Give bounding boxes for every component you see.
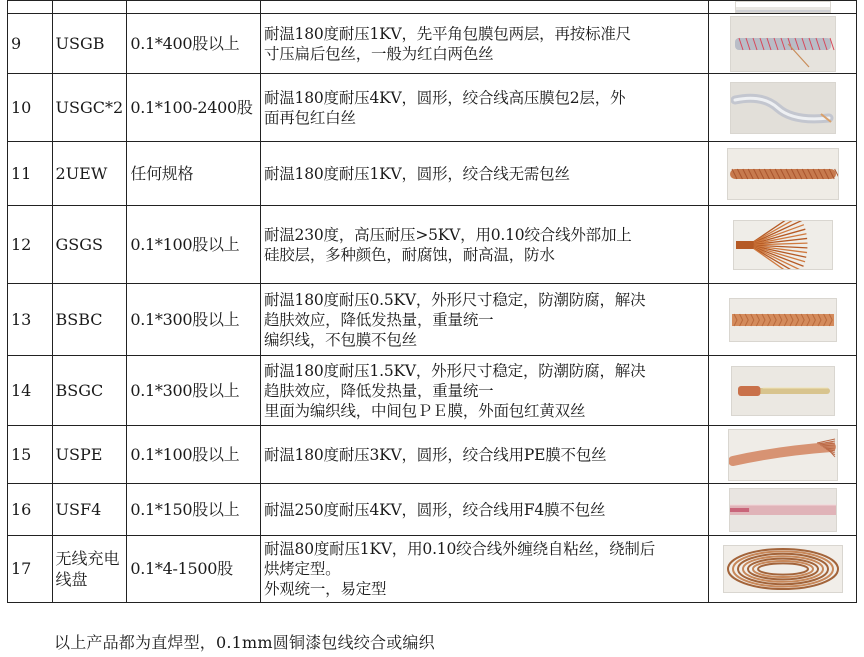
model-code — [52, 1, 127, 14]
product-photo-cell — [709, 142, 857, 206]
strand-spec: 0.1*100股以上 — [127, 206, 261, 284]
model-code: USF4 — [52, 484, 127, 536]
footnote: 以上产品都为直焊型，0.1mm圆铜漆包线绞合或编织 — [54, 633, 435, 652]
description-line: 面再包红白丝 — [263, 108, 356, 127]
description-line: 耐温250度耐压4KV，圆形，绞合线用F4膜不包丝 — [263, 500, 606, 519]
model-code: 2UEW — [52, 142, 127, 206]
product-description — [260, 356, 708, 426]
pe-film-wire-icon — [728, 429, 838, 481]
product-description — [260, 142, 708, 206]
product-photo-cell — [709, 74, 857, 142]
model-code: USGB — [52, 14, 127, 74]
white-wrapped-wire-icon — [730, 16, 836, 72]
row-number: 13 — [8, 284, 53, 356]
product-description — [260, 426, 708, 484]
strand-spec: 0.1*400股以上 — [127, 14, 261, 74]
product-description — [260, 74, 708, 142]
row-number: 9 — [8, 14, 53, 74]
strand-spec: 任何规格 — [127, 142, 261, 206]
product-description — [260, 206, 708, 284]
description-line: 耐温180度耐压4KV，圆形，绞合线高压膜包2层，外 — [263, 88, 626, 107]
description-line: 耐温230度，高压耐压>5KV，用0.10绞合线外部加上 — [263, 225, 632, 244]
white-cable-icon — [735, 1, 831, 13]
row-number: 14 — [8, 356, 53, 426]
product-photo-cell — [709, 356, 857, 426]
row-number: 16 — [8, 484, 53, 536]
description-line: 里面为编织线，中间包ＰＥ膜，外面包红黄双丝 — [263, 401, 586, 420]
model-code: 无线充电线盘 — [52, 536, 127, 603]
table-row — [8, 206, 857, 284]
product-description — [260, 14, 708, 74]
product-photo-cell — [709, 14, 857, 74]
strand-spec: 0.1*150股以上 — [127, 484, 261, 536]
product-description — [260, 284, 708, 356]
model-code: USPE — [52, 426, 127, 484]
product-photo-cell — [709, 426, 857, 484]
gold-wrapped-wire-icon — [731, 366, 835, 416]
strand-spec — [127, 1, 261, 14]
description-line: 外观统一，易定型 — [263, 580, 387, 598]
product-photo-cell — [709, 206, 857, 284]
copper-coil-icon — [723, 545, 843, 593]
product-photo-cell — [709, 484, 857, 536]
model-code: GSGS — [52, 206, 127, 284]
description-line: 耐温80度耐压1KV，用0.10绞合线外缠绕自粘丝，绕制后 — [263, 540, 656, 558]
spec-sheet — [7, 0, 857, 603]
strand-spec: 0.1*100-2400股 — [127, 74, 261, 142]
table-row — [8, 1, 857, 14]
f4-film-wire-icon — [729, 488, 837, 532]
table-row — [8, 14, 857, 74]
table-row — [8, 484, 857, 536]
table-row — [8, 142, 857, 206]
description-line: 趋肤效应，降低发热量，重量统一 — [263, 381, 494, 400]
description-line: 耐温180度耐压1KV，圆形，绞合线无需包丝 — [263, 164, 570, 183]
description-line: 编织线，不包膜不包丝 — [263, 330, 417, 349]
braided-copper-icon — [729, 298, 837, 342]
description-line: 硅胶层，多种颜色，耐腐蚀，耐高温，防水 — [263, 245, 555, 264]
product-spec-table — [7, 0, 857, 603]
white-bent-wire-icon — [730, 82, 836, 134]
strand-spec: 0.1*4-1500股 — [127, 536, 261, 603]
product-photo-cell — [709, 1, 857, 14]
description-line: 耐温180度耐压1KV，先平角包膜包两层，再按标准尺 — [263, 24, 631, 43]
table-row — [8, 356, 857, 426]
row-number — [8, 1, 53, 14]
product-photo-cell — [709, 536, 857, 603]
description-line: 耐温180度耐压0.5KV，外形尺寸稳定，防潮防腐，解决 — [263, 290, 646, 309]
description-line: 烘烤定型。 — [263, 560, 341, 578]
model-code: BSGC — [52, 356, 127, 426]
description-line: 耐温180度耐压1.5KV，外形尺寸稳定，防潮防腐，解决 — [263, 361, 646, 380]
table-row — [8, 536, 857, 603]
copper-strand-icon — [727, 148, 839, 200]
description-line: 趋肤效应，降低发热量，重量统一 — [263, 310, 494, 329]
product-description — [260, 536, 708, 603]
copper-brush-icon — [733, 220, 833, 270]
product-photo-cell — [709, 284, 857, 356]
table-row — [8, 74, 857, 142]
table-row — [8, 426, 857, 484]
row-number: 15 — [8, 426, 53, 484]
model-code: BSBC — [52, 284, 127, 356]
row-number: 12 — [8, 206, 53, 284]
model-code: USGC*2 — [52, 74, 127, 142]
description-line: 耐温180度耐压3KV，圆形，绞合线用PE膜不包丝 — [263, 445, 607, 464]
description-line: 寸压扁后包丝，一般为红白两色丝 — [263, 44, 494, 63]
strand-spec: 0.1*100股以上 — [127, 426, 261, 484]
row-number: 11 — [8, 142, 53, 206]
strand-spec: 0.1*300股以上 — [127, 284, 261, 356]
product-description — [260, 1, 708, 14]
strand-spec: 0.1*300股以上 — [127, 356, 261, 426]
row-number: 10 — [8, 74, 53, 142]
table-row — [8, 284, 857, 356]
product-description — [260, 484, 708, 536]
row-number: 17 — [8, 536, 53, 603]
